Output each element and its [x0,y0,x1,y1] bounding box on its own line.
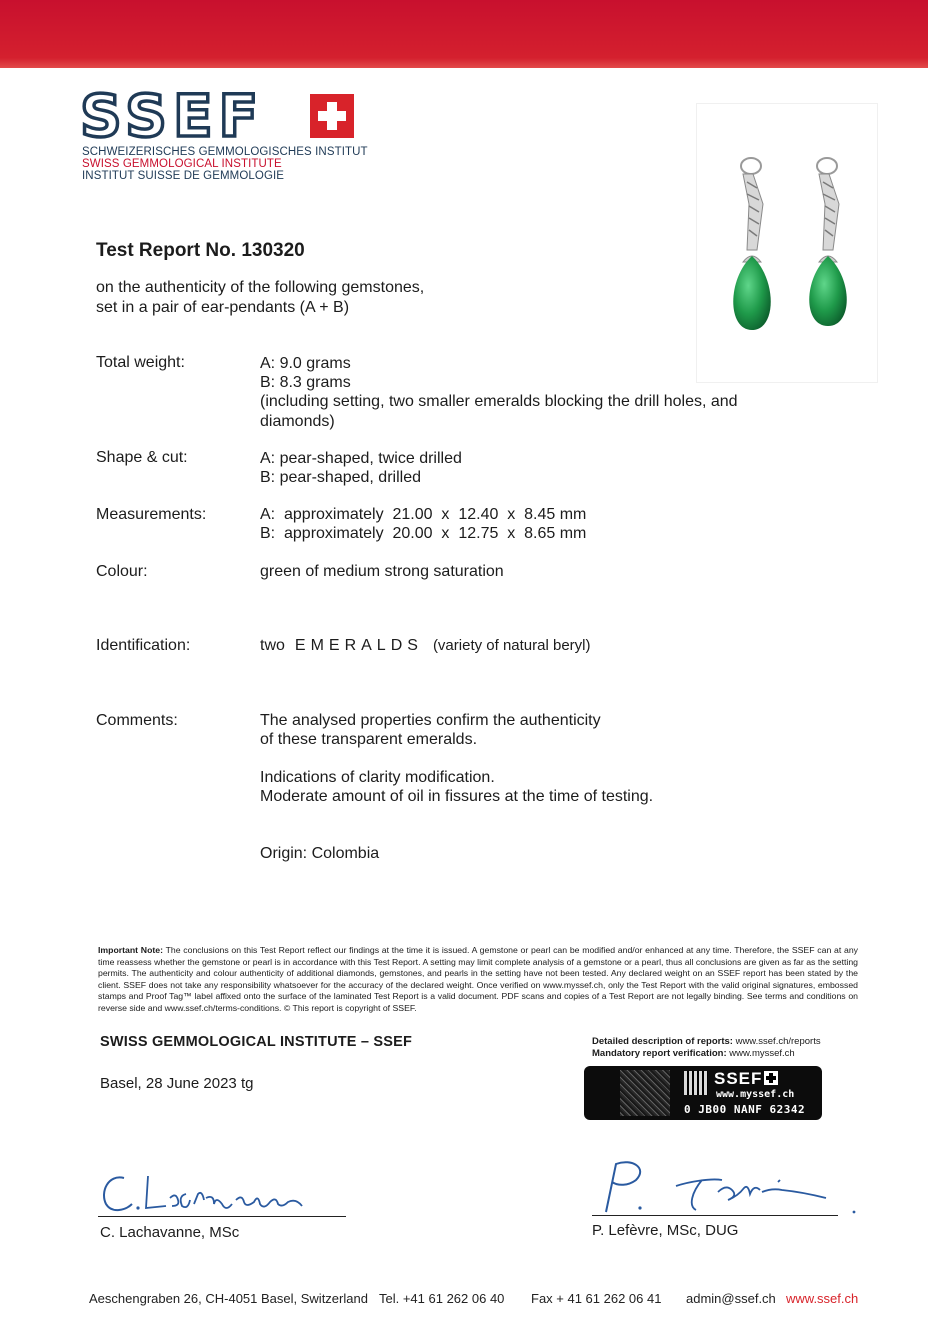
total-weight-b: B: 8.3 grams [260,374,351,391]
comments-p2-line1: Indications of clarity modification. [260,769,495,786]
detail-reports-line [592,1036,821,1048]
important-note-text: The conclusions on this Test Report reflect our findings at the time it is issued. A gemstone or pearl can be modified and/or enhanced at any time. Therefore, the SSEF can at any time reassess whether the gemstone or pearl is in accordance with this Test Report. A setting may limit complete analysis of a gemstone or a pearl, thus all conclusions are given as far as the setting permits. The authenticity and colour authenticity of additional diamonds, gemstones, and pearls in the setting have not been tested. Any declared weight on an SSEF report has been stated by the client. SSEF does not take any responsibility whatsoever for the accuracy of the declared weight. Once verified on www.myssef.ch, only the Test Report with the valid original signatures, embossed stamps and Proof Tag™ label affixed onto the surface of the laminated Test Report is a valid document. PDF scans and copies of a Test Report are not legally binding. See terms and conditions on reverse side and www.ssef.ch/terms-conditions. © This report is copyright of SSEF. [98,945,859,1013]
identification-value [260,636,591,656]
signature-left [96,1164,346,1220]
identification-name: EMERALDS [294,637,423,654]
report-title: Test Report No. 130320 [96,240,305,261]
measurements-b: B: approximately 20.00 x 12.75 x 8.65 mm [260,525,587,542]
earring-a [733,158,771,330]
identification-label: Identification: [96,637,191,654]
detail-reports-label: Detailed description of reports: [592,1036,733,1047]
report-subtitle-2: set in a pair of ear-pendants (A + B) [96,299,350,316]
signature-right [592,1152,862,1222]
proof-tag-code: 0 JB00 NANF 62342 [684,1103,806,1116]
proof-tag-brand [714,1069,778,1089]
total-weight-label: Total weight: [96,354,185,371]
comments-p1-line2: of these transparent emeralds. [260,731,478,748]
signatory-left-name: C. Lachavanne, MSc [100,1224,240,1241]
shape-b: B: pear-shaped, drilled [260,469,421,486]
important-note-label: Important Note: [98,945,163,955]
shape-a: A: pear-shaped, twice drilled [260,450,462,467]
ssef-logo: SSEF [80,82,265,150]
footer-fax: Fax + 41 61 262 06 41 [531,1291,662,1306]
measurements-label: Measurements: [96,506,207,523]
proof-tag-url: www.myssef.ch [716,1089,795,1100]
total-weight-note: (including setting, two smaller emeralds blocking the drill holes, and diamonds) [260,393,738,430]
swiss-cross-small-icon [764,1071,778,1085]
institute-name-fr: INSTITUT SUISSE DE GEMMOLOGIE [82,170,285,182]
footer-web[interactable]: www.ssef.ch [786,1291,859,1306]
mandatory-verification-url[interactable]: www.myssef.ch [729,1048,795,1059]
earring-b [809,158,847,326]
shape-label: Shape & cut: [96,449,188,466]
footer-email[interactable]: admin@ssef.ch [686,1291,776,1306]
earrings-photo [696,103,878,383]
proof-tag-brand-text: SSEF [714,1069,763,1088]
institute-name-de: SCHWEIZERISCHES GEMMOLOGISCHES INSTITUT [82,146,368,158]
comments-p2-line2: Moderate amount of oil in fissures at the time of testing. [260,788,654,805]
signatory-right-name: P. Lefèvre, MSc, DUG [592,1222,739,1239]
institute-name-en: SWISS GEMMOLOGICAL INSTITUTE [82,158,282,170]
origin: Origin: Colombia [260,845,380,862]
issuer-institute: SWISS GEMMOLOGICAL INSTITUTE – SSEF [100,1034,413,1050]
issue-date: Basel, 28 June 2023 tg [100,1075,254,1092]
mandatory-verification-line [592,1048,795,1060]
footer-tel: Tel. +41 61 262 06 40 [379,1291,505,1306]
swiss-cross-icon [310,94,354,138]
header-band [0,0,928,68]
report-subtitle-1: on the authenticity of the following gemstones, [96,279,425,296]
measurements-a: A: approximately 21.00 x 12.40 x 8.45 mm [260,506,587,523]
signature-right-line [592,1215,838,1216]
comments-label: Comments: [96,712,178,729]
comments-p1-line1: The analysed properties confirm the authenticity [260,712,601,729]
footer-address: Aeschengraben 26, CH-4051 Basel, Switzerland [89,1291,368,1306]
mandatory-verification-label: Mandatory report verification: [592,1048,727,1059]
hologram-icon [620,1070,670,1116]
colour-value: green of medium strong saturation [260,563,504,580]
colour-label: Colour: [96,563,148,580]
important-note [98,945,858,1015]
qr-code-icon [684,1071,708,1095]
identification-suffix: (variety of natural beryl) [432,637,591,654]
signature-left-line [98,1216,346,1217]
identification-prefix: two [260,637,285,654]
total-weight-a: A: 9.0 grams [260,355,351,372]
proof-tag [584,1066,822,1120]
earrings-image [697,104,877,382]
detail-reports-url[interactable]: www.ssef.ch/reports [735,1036,821,1047]
